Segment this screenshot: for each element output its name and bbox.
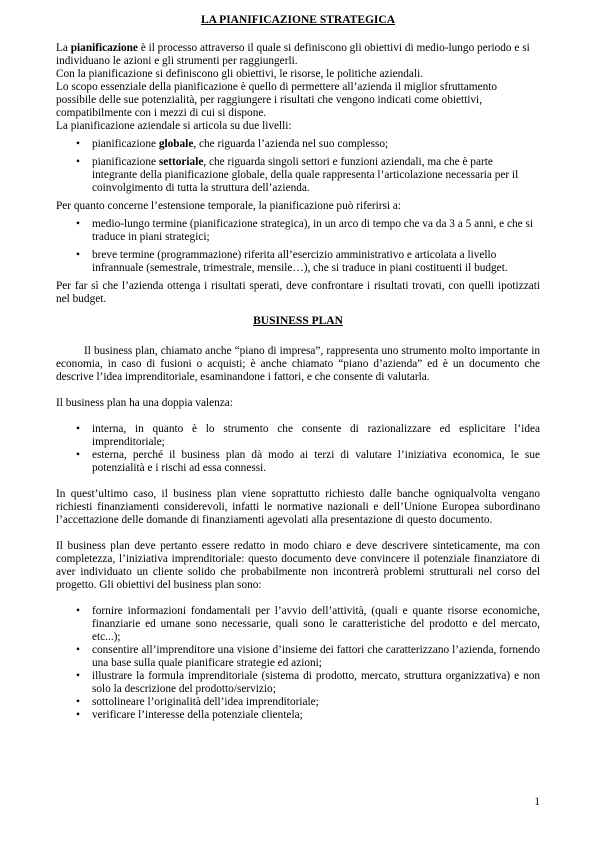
list-item — [56, 138, 540, 151]
intro-paragraph — [56, 42, 540, 68]
paragraph-line3: Lo scopo essenziale della pianificazione è quello di permettere all’azienda il miglior sfruttamento possibile delle sue potenzialità, per raggiungere i risultati che vengono indicati come obiettivi, compatibilmente con i mezzi di cui si dispone. — [56, 81, 498, 119]
levels-list — [56, 138, 540, 195]
list-item: • breve termine (programmazione) riferita all’esercizio amministrativo e articolata a livello infrannuale (semestrale, trimestrale, mensile…), che si traduce in piani costituenti il budget. — [56, 249, 540, 275]
list-item-text: , che riguarda l’azienda nel suo complesso; — [193, 138, 389, 150]
bp-paragraph-1: Il business plan, chiamato anche “piano di impresa”, rappresenta uno strumento molto importante in economia, in caso di fusioni o acquisti; è anche chiamato “piano d’azienda” ed è un documento che descrive l’idea imprenditoriale, esaminandone i fattori, e che consente di valutarla. — [56, 345, 540, 383]
valenze-list — [56, 423, 540, 475]
list-item — [56, 156, 540, 195]
document-page — [56, 14, 540, 722]
page-number: 1 — [534, 796, 540, 808]
intro-text-pre: La — [56, 42, 71, 54]
closing-paragraph: Per far sì che l’azienda ottenga i risultati sperati, deve confrontare i risultati trovati, con quelli ipotizzati nel budget. — [56, 280, 540, 305]
bp-paragraph-3: In quest’ultimo caso, il business plan viene soprattutto richiesto dalle banche ogniqualvolta vengano richiesti finanziamenti considerevoli, infatti le normative nazionali e dell’Unione Europea subordinano l’accettazione delle domande di finanziamenti agevolati alla presentazione di questo documento. — [56, 488, 540, 526]
list-item-bold: globale — [158, 138, 194, 150]
list-item: • fornire informazioni fondamentali per l’avvio dell’attività, (quali e quante risorse economiche, finanziarie ed umane sono necessarie, quali sono le caratteristiche del prodotto e del mercato, etc...); — [56, 605, 540, 644]
paragraph-line5: Per quanto concerne l’estensione temporale, la pianificazione può riferirsi a: — [56, 200, 402, 212]
list-item-bold: settoriale — [158, 156, 204, 168]
list-item: • interna, in quanto è lo strumento che consente di razionalizzare ed esplicitare l’idea imprenditoriale; — [56, 423, 540, 449]
section-title-business-plan: BUSINESS PLAN — [253, 315, 343, 327]
terms-list — [56, 218, 540, 275]
list-item-text: pianificazione — [92, 156, 159, 168]
obiettivi-list — [56, 605, 540, 722]
section-title-pianificazione: LA PIANIFICAZIONE STRATEGICA — [200, 14, 396, 26]
list-item: • medio-lungo termine (pianificazione strategica), in un arco di tempo che va da 3 a 5 anni, e che si traduce in piani strategici; — [56, 218, 540, 244]
intro-text-post: è il processo attraverso il quale si definiscono gli obiettivi di medio-lungo periodo e si individuano le azioni e gli strumenti per raggiungerli. — [56, 42, 530, 67]
list-item: • sottolineare l’originalità dell’idea imprenditoriale; — [56, 696, 540, 709]
list-item-text: , che riguarda singoli settori e funzioni aziendali, ma che è parte integrante della pianificazione globale, della quale rappresenta l’articolazione necessaria per il coinvolgimento di tutta la struttura dell’azienda. — [92, 156, 519, 194]
list-item-text: pianificazione — [92, 138, 159, 150]
list-item: • illustrare la formula imprenditoriale (sistema di prodotto, mercato, struttura organizzativa) e non solo la descrizione del prodotto/servizio; — [56, 670, 540, 696]
list-item: • consentire all’imprenditore una visione d’insieme dei fattori che caratterizzano l’azienda, fornendo una base sulla quale pianificare strategie ed azioni; — [56, 644, 540, 670]
list-item: • verificare l’interesse della potenziale clientela; — [56, 709, 540, 722]
intro-text-bold: pianificazione — [70, 42, 138, 54]
list-item: • esterna, perché il business plan dà modo ai terzi di valutare l’iniziativa economica, le sue potenzialità e i rischi ad essa connessi. — [56, 449, 540, 475]
bp-paragraph-2: Il business plan ha una doppia valenza: — [56, 397, 233, 409]
paragraph-line2: Con la pianificazione si definiscono gli obiettivi, le risorse, le politiche aziendali. — [56, 68, 424, 80]
paragraph-line4: La pianificazione aziendale si articola su due livelli: — [56, 120, 292, 132]
bp-paragraph-4: Il business plan deve pertanto essere redatto in modo chiaro e deve descrivere sinteticamente, ma con completezza, l’iniziativa imprenditoriale: questo documento deve convincere il potenziale finanziatore di aver individuato un cliente solido che probabilmente non incontrerà problemi strutturali nel corso del progetto. Gli obiettivi del business plan sono: — [56, 540, 540, 591]
